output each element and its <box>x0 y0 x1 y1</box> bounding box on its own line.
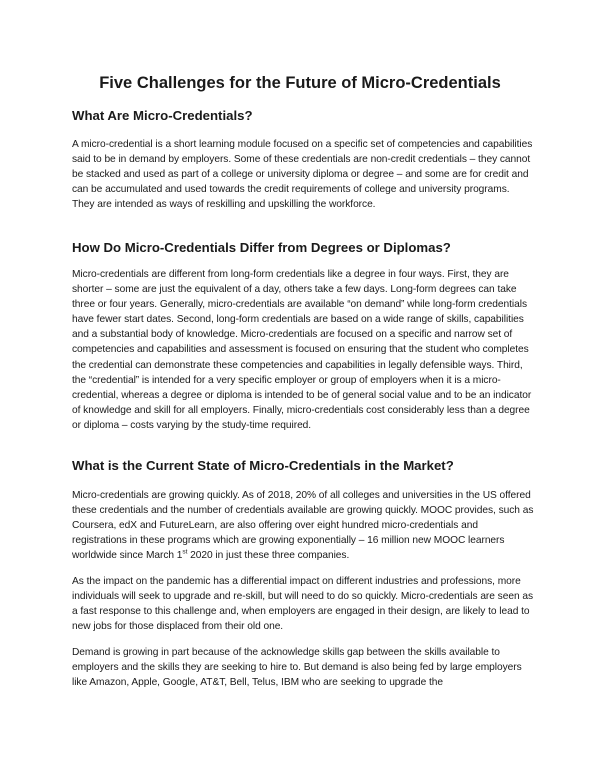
paragraph-market-growth <box>72 488 534 563</box>
paragraph-demand: Demand is growing in part because of the acknowledge skills gap between the skills available to employers and the skills they are seeking to hire to. But demand is also being fed by large employers like Amazon, Apple, Google, AT&T, Bell, Telus, IBM who are seeking to upgrade the <box>72 647 522 689</box>
section-heading-market: What is the Current State of Micro-Credentials in the Market? <box>72 458 454 473</box>
section-heading-what-are: What Are Micro-Credentials? <box>72 108 253 123</box>
paragraph-market-growth-end: 2020 in just these three companies. <box>187 550 350 562</box>
paragraph-differences: Micro-credentials are different from long-form credentials like a degree in four ways. First, they are shorter – some are just the equivalent of a day, others take a few days. Long-form degrees can take three or four years. Generally, micro-credentials are available “on demand” while long-form credentials have fewer start dates. Second, long-form credentials are based on a wide range of skills, capabilities and a substantial body of knowledge. Micro-credentials are focused on a specific and narrow set of competencies and capabilities and assessment is focused on ensuring that the student who completes the credential can demonstrate these competencies and capabilities in legally defensible ways. Third, the “credential” is intended for a very specific employer or group of employers when it is a micro-credential, whereas a degree or diploma is intended to be of general social value and to be an indicator of knowledge and skill for all employers. Finally, micro-credentials cost considerably less than a degree or diploma – costs varying by the study-time required. <box>72 269 532 431</box>
section-heading-differences: How Do Micro-Credentials Differ from Degrees or Diplomas? <box>72 240 451 255</box>
ordinal-suffix: st <box>182 548 188 556</box>
paragraph-definition: A micro-credential is a short learning module focused on a specific set of competencies and capabilities said to be in demand by employers. Some of these credentials are non-credit credentials – they cannot be stacked and used as part of a college or university diploma or degree – and some are for credit and can be accumulated and used towards the credit requirements of college and university programs. They are intended as ways of reskilling and upskilling the workforce. <box>72 139 533 211</box>
paragraph-market-growth-text: Micro-credentials are growing quickly. As of 2018, 20% of all colleges and universities in the US offered these credentials and the number of credentials available are growing quickly. MOOC provides, such as Coursera, edX and FutureLearn, are also offering over eight hundred micro-credentials and registrations in these programs which are growing exponentially – 16 million new MOOC learners worldwide since March 1 <box>72 490 534 562</box>
paragraph-pandemic-impact: As the impact on the pandemic has a differential impact on different industries and professions, more individuals will seek to upgrade and re-skill, but will need to do so quickly. Micro-credentials are seen as a fast response to this challenge and, when employers are engaged in their design, are likely to lead to new jobs for those displaced from their old one. <box>72 576 534 633</box>
document-title: Five Challenges for the Future of Micro-Credentials <box>99 74 501 92</box>
